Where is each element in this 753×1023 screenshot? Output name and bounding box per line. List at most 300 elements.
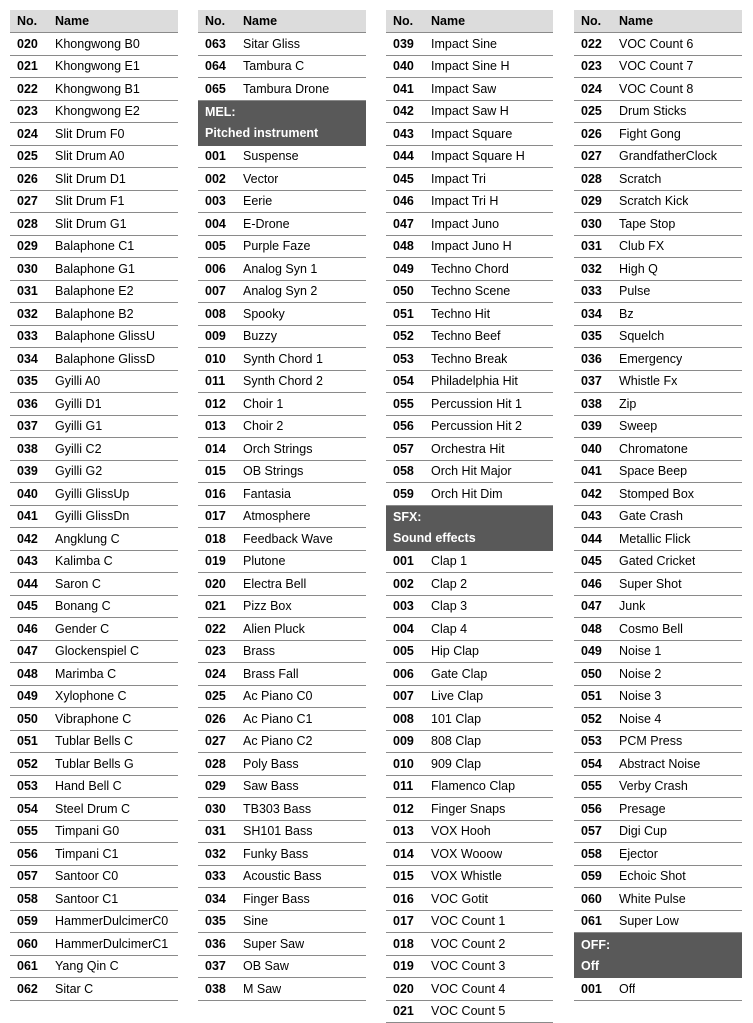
tone-name: VOC Gotit	[431, 892, 488, 906]
table-row	[386, 933, 553, 956]
table-row	[386, 911, 553, 934]
tone-number: 049	[574, 644, 619, 658]
tone-name: SH101 Bass	[243, 824, 312, 838]
table-row	[574, 33, 742, 56]
tone-name: Synth Chord 1	[243, 352, 323, 366]
tone-column-2	[198, 10, 366, 1001]
tone-number: 054	[10, 802, 55, 816]
table-row	[198, 911, 366, 934]
tone-number: 030	[10, 262, 55, 276]
table-row	[386, 236, 553, 259]
tone-name: VOC Count 8	[619, 82, 693, 96]
tone-number: 058	[10, 892, 55, 906]
tone-number: 032	[198, 847, 243, 861]
table-row	[198, 506, 366, 529]
tone-number: 009	[386, 734, 431, 748]
tone-name: Club FX	[619, 239, 664, 253]
tone-number: 060	[10, 937, 55, 951]
tone-number: 036	[198, 937, 243, 951]
tone-name: Impact Juno H	[431, 239, 512, 253]
tone-name: Super Saw	[243, 937, 304, 951]
tone-name: Super Shot	[619, 577, 682, 591]
tone-name: White Pulse	[619, 892, 686, 906]
table-row	[386, 978, 553, 1001]
table-row	[574, 146, 742, 169]
header-name: Name	[431, 14, 465, 28]
tone-name: Gated Cricket	[619, 554, 695, 568]
tone-name: Fight Gong	[619, 127, 681, 141]
table-row	[10, 573, 178, 596]
table-row	[198, 978, 366, 1001]
tone-number: 007	[386, 689, 431, 703]
tone-name: Live Clap	[431, 689, 483, 703]
tone-number: 026	[574, 127, 619, 141]
table-row	[574, 101, 742, 124]
tone-number: 021	[10, 59, 55, 73]
tone-name: Plutone	[243, 554, 285, 568]
table-row	[10, 708, 178, 731]
tone-name: Gender C	[55, 622, 109, 636]
tone-number: 008	[386, 712, 431, 726]
table-row	[198, 618, 366, 641]
tone-number: 052	[10, 757, 55, 771]
tone-name: Buzzy	[243, 329, 277, 343]
table-row	[386, 956, 553, 979]
tone-number: 054	[574, 757, 619, 771]
table-row	[10, 56, 178, 79]
tone-number: 053	[386, 352, 431, 366]
tone-name: Impact Sine	[431, 37, 497, 51]
tone-number: 050	[574, 667, 619, 681]
header-name: Name	[619, 14, 653, 28]
tone-name: VOX Hooh	[431, 824, 491, 838]
tone-number: 053	[10, 779, 55, 793]
tone-column-1	[10, 10, 178, 1001]
table-row	[574, 483, 742, 506]
tone-number: 031	[574, 239, 619, 253]
tone-name: VOC Count 1	[431, 914, 505, 928]
table-row	[10, 978, 178, 1001]
tone-name: Gyilli G2	[55, 464, 102, 478]
tone-number: 063	[198, 37, 243, 51]
table-row	[386, 168, 553, 191]
table-row	[10, 213, 178, 236]
tone-name: Gate Crash	[619, 509, 683, 523]
tone-number: 001	[198, 149, 243, 163]
tone-name: VOC Count 6	[619, 37, 693, 51]
table-row	[10, 123, 178, 146]
table-row	[10, 236, 178, 259]
tone-name: Space Beep	[619, 464, 687, 478]
tone-name: HammerDulcimerC1	[55, 937, 168, 951]
tone-name: GrandfatherClock	[619, 149, 717, 163]
table-row	[386, 258, 553, 281]
tone-number: 010	[198, 352, 243, 366]
table-row	[10, 731, 178, 754]
tone-name: Balaphone G1	[55, 262, 135, 276]
tone-name: Techno Break	[431, 352, 507, 366]
tone-number: 039	[574, 419, 619, 433]
category-header	[386, 506, 553, 551]
tone-number: 025	[198, 689, 243, 703]
tone-number: 028	[198, 757, 243, 771]
table-row	[386, 798, 553, 821]
table-row	[386, 348, 553, 371]
tone-number: 061	[574, 914, 619, 928]
tone-name: Zip	[619, 397, 636, 411]
table-row	[198, 821, 366, 844]
table-row	[10, 258, 178, 281]
table-row	[198, 258, 366, 281]
tone-name: Percussion Hit 1	[431, 397, 522, 411]
tone-number: 033	[574, 284, 619, 298]
tone-number: 050	[10, 712, 55, 726]
tone-number: 043	[574, 509, 619, 523]
table-row	[198, 371, 366, 394]
tone-number: 022	[10, 82, 55, 96]
tone-number: 027	[198, 734, 243, 748]
tone-number: 041	[386, 82, 431, 96]
tone-number: 033	[10, 329, 55, 343]
tone-name: Bz	[619, 307, 634, 321]
tone-name: VOC Count 7	[619, 59, 693, 73]
table-row	[10, 78, 178, 101]
tone-name: Hip Clap	[431, 644, 479, 658]
table-header	[386, 10, 553, 33]
table-row	[198, 348, 366, 371]
table-row	[198, 798, 366, 821]
tone-number: 058	[386, 464, 431, 478]
tone-name: Scratch	[619, 172, 661, 186]
tone-number: 042	[386, 104, 431, 118]
tone-number: 034	[10, 352, 55, 366]
tone-name: Gyilli G1	[55, 419, 102, 433]
table-row	[574, 371, 742, 394]
tone-name: Atmosphere	[243, 509, 310, 523]
tone-number: 024	[574, 82, 619, 96]
tone-name: Ac Piano C0	[243, 689, 312, 703]
tone-name: Balaphone E2	[55, 284, 134, 298]
tone-name: Balaphone C1	[55, 239, 134, 253]
tone-number: 042	[10, 532, 55, 546]
table-row	[574, 393, 742, 416]
tone-number: 050	[386, 284, 431, 298]
table-row	[386, 56, 553, 79]
tone-number: 006	[198, 262, 243, 276]
table-row	[386, 866, 553, 889]
tone-name: Drum Sticks	[619, 104, 686, 118]
table-row	[574, 798, 742, 821]
table-row	[198, 393, 366, 416]
tone-number: 033	[198, 869, 243, 883]
table-row	[198, 686, 366, 709]
table-row	[10, 483, 178, 506]
tone-name: Ac Piano C2	[243, 734, 312, 748]
category-code: SFX:	[393, 507, 553, 528]
table-row	[386, 618, 553, 641]
tone-number: 023	[10, 104, 55, 118]
tone-number: 017	[386, 914, 431, 928]
tone-number: 044	[386, 149, 431, 163]
tone-number: 007	[198, 284, 243, 298]
tone-number: 028	[574, 172, 619, 186]
tone-name: Metallic Flick	[619, 532, 691, 546]
tone-number: 041	[10, 509, 55, 523]
tone-number: 055	[386, 397, 431, 411]
tone-number: 011	[386, 779, 431, 793]
tone-number: 040	[10, 487, 55, 501]
tone-number: 028	[10, 217, 55, 231]
table-row	[198, 641, 366, 664]
tone-number: 009	[198, 329, 243, 343]
header-name: Name	[243, 14, 277, 28]
table-row	[198, 933, 366, 956]
tone-column-3	[386, 10, 553, 1023]
table-row	[574, 191, 742, 214]
tone-number: 039	[10, 464, 55, 478]
tone-number: 016	[386, 892, 431, 906]
tone-number: 064	[198, 59, 243, 73]
table-row	[198, 146, 366, 169]
tone-name: Balaphone B2	[55, 307, 134, 321]
category-code: MEL:	[205, 102, 366, 123]
category-code: OFF:	[581, 935, 742, 956]
tone-number: 051	[574, 689, 619, 703]
table-row	[386, 78, 553, 101]
tone-number: 057	[574, 824, 619, 838]
tone-name: Percussion Hit 2	[431, 419, 522, 433]
tone-name: Gyilli C2	[55, 442, 102, 456]
table-row	[574, 303, 742, 326]
tone-number: 038	[10, 442, 55, 456]
table-row	[386, 1001, 553, 1023]
table-row	[198, 866, 366, 889]
tone-number: 051	[386, 307, 431, 321]
tone-number: 047	[386, 217, 431, 231]
table-row	[574, 641, 742, 664]
tone-name: Alien Pluck	[243, 622, 305, 636]
tone-number: 021	[386, 1004, 431, 1018]
tone-number: 031	[198, 824, 243, 838]
table-row	[10, 821, 178, 844]
tone-number: 034	[574, 307, 619, 321]
table-row	[198, 33, 366, 56]
tone-number: 051	[10, 734, 55, 748]
table-row	[574, 416, 742, 439]
table-row	[198, 191, 366, 214]
tone-name: Sweep	[619, 419, 657, 433]
tone-number: 035	[10, 374, 55, 388]
table-row	[10, 326, 178, 349]
tone-number: 038	[198, 982, 243, 996]
table-row	[10, 776, 178, 799]
tone-name: Gyilli D1	[55, 397, 102, 411]
tone-number: 023	[574, 59, 619, 73]
table-row	[10, 461, 178, 484]
table-row	[574, 551, 742, 574]
tone-number: 008	[198, 307, 243, 321]
tone-name: Slit Drum F1	[55, 194, 124, 208]
table-row	[574, 686, 742, 709]
tone-name: Vector	[243, 172, 278, 186]
tone-number: 049	[386, 262, 431, 276]
table-row	[386, 663, 553, 686]
tone-number: 037	[10, 419, 55, 433]
category-title: Pitched instrument	[205, 123, 366, 144]
tone-name: Purple Faze	[243, 239, 310, 253]
tone-number: 010	[386, 757, 431, 771]
tone-name: Noise 2	[619, 667, 661, 681]
table-row	[386, 596, 553, 619]
table-row	[386, 191, 553, 214]
table-row	[10, 281, 178, 304]
tone-number: 026	[198, 712, 243, 726]
tone-name: Suspense	[243, 149, 299, 163]
tone-name: Emergency	[619, 352, 682, 366]
table-row	[198, 168, 366, 191]
tone-number: 039	[386, 37, 431, 51]
tone-name: Tape Stop	[619, 217, 675, 231]
tone-name: PCM Press	[619, 734, 682, 748]
tone-name: Impact Tri H	[431, 194, 498, 208]
table-row	[198, 461, 366, 484]
table-row	[10, 438, 178, 461]
table-row	[10, 888, 178, 911]
tone-number: 053	[574, 734, 619, 748]
table-row	[10, 371, 178, 394]
table-row	[574, 236, 742, 259]
tone-name: Sitar C	[55, 982, 93, 996]
tone-name: Khongwong E2	[55, 104, 140, 118]
tone-name: Noise 1	[619, 644, 661, 658]
tone-name: OB Strings	[243, 464, 303, 478]
table-row	[386, 281, 553, 304]
tone-name: Poly Bass	[243, 757, 299, 771]
tone-number: 022	[574, 37, 619, 51]
tone-name: Khongwong B0	[55, 37, 140, 51]
tone-name: Synth Chord 2	[243, 374, 323, 388]
table-row	[574, 708, 742, 731]
tone-name: Whistle Fx	[619, 374, 677, 388]
tone-number: 019	[386, 959, 431, 973]
table-row	[10, 596, 178, 619]
tone-number: 024	[10, 127, 55, 141]
tone-number: 038	[574, 397, 619, 411]
tone-number: 060	[574, 892, 619, 906]
tone-name: Impact Juno	[431, 217, 499, 231]
tone-number: 059	[574, 869, 619, 883]
tone-name: Gyilli A0	[55, 374, 100, 388]
table-row	[10, 528, 178, 551]
tone-name: Tublar Bells C	[55, 734, 133, 748]
table-header	[574, 10, 742, 33]
tone-name: Analog Syn 1	[243, 262, 317, 276]
table-row	[386, 483, 553, 506]
tone-name: Pulse	[619, 284, 650, 298]
table-row	[10, 618, 178, 641]
tone-name: Balaphone GlissD	[55, 352, 155, 366]
table-row	[386, 686, 553, 709]
tone-name: Funky Bass	[243, 847, 308, 861]
tone-name: Echoic Shot	[619, 869, 686, 883]
tone-name: Philadelphia Hit	[431, 374, 518, 388]
table-row	[10, 641, 178, 664]
tone-number: 004	[198, 217, 243, 231]
tone-name: Santoor C1	[55, 892, 118, 906]
tone-name: VOC Count 4	[431, 982, 505, 996]
table-row	[386, 101, 553, 124]
tone-number: 032	[10, 307, 55, 321]
tone-name: Gyilli GlissDn	[55, 509, 129, 523]
table-row	[198, 438, 366, 461]
tone-name: Slit Drum F0	[55, 127, 124, 141]
tone-number: 047	[10, 644, 55, 658]
tone-number: 011	[198, 374, 243, 388]
tone-number: 055	[10, 824, 55, 838]
tone-number: 005	[198, 239, 243, 253]
tone-number: 020	[10, 37, 55, 51]
tone-name: Brass	[243, 644, 275, 658]
tone-number: 006	[386, 667, 431, 681]
tone-name: Kalimba C	[55, 554, 113, 568]
tone-name: Analog Syn 2	[243, 284, 317, 298]
tone-name: Presage	[619, 802, 666, 816]
tone-name: Choir 1	[243, 397, 283, 411]
table-row	[198, 56, 366, 79]
table-row	[386, 821, 553, 844]
tone-number: 045	[10, 599, 55, 613]
tone-name: Ejector	[619, 847, 658, 861]
table-row	[574, 978, 742, 1001]
tone-name: Chromatone	[619, 442, 688, 456]
tone-name: Khongwong B1	[55, 82, 140, 96]
tone-column-4	[574, 10, 742, 1001]
table-row	[386, 551, 553, 574]
tone-number: 022	[198, 622, 243, 636]
category-title: Sound effects	[393, 528, 553, 549]
tone-name: VOX Whistle	[431, 869, 502, 883]
table-row	[574, 843, 742, 866]
table-row	[574, 663, 742, 686]
tone-name: Balaphone GlissU	[55, 329, 155, 343]
tone-number: 062	[10, 982, 55, 996]
table-header	[10, 10, 178, 33]
table-row	[10, 146, 178, 169]
table-row	[10, 506, 178, 529]
tone-name: High Q	[619, 262, 658, 276]
tone-number: 056	[10, 847, 55, 861]
tone-name: Techno Hit	[431, 307, 490, 321]
table-row	[386, 708, 553, 731]
tone-name: Tambura Drone	[243, 82, 329, 96]
tone-name: Saron C	[55, 577, 101, 591]
tone-name: Timpani C1	[55, 847, 118, 861]
table-row	[386, 888, 553, 911]
tone-name: Steel Drum C	[55, 802, 130, 816]
tone-name: Marimba C	[55, 667, 116, 681]
tone-number: 027	[574, 149, 619, 163]
table-row	[386, 731, 553, 754]
table-row	[10, 933, 178, 956]
table-row	[198, 956, 366, 979]
tone-number: 026	[10, 172, 55, 186]
tone-number: 001	[386, 554, 431, 568]
tone-name: Clap 4	[431, 622, 467, 636]
table-row	[198, 753, 366, 776]
tone-number: 037	[574, 374, 619, 388]
tone-name: Tambura C	[243, 59, 304, 73]
tone-number: 016	[198, 487, 243, 501]
